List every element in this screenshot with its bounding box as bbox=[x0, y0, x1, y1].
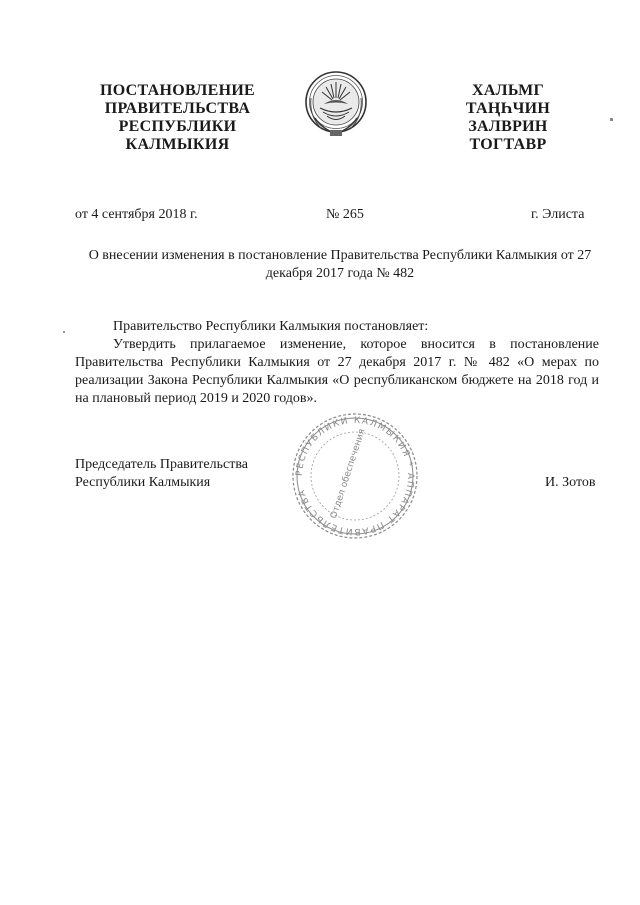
stamp-outer-text: РЕСПУБЛИКИ КАЛМЫКИЯ * АППАРАТ ПРАВИТЕЛЬСТВА bbox=[294, 415, 416, 537]
document-title: О внесении изменения в постановление Правительства Республики Калмыкия от 27 декабря 2017 года № 482 bbox=[88, 248, 592, 281]
header-right-line: ТОГТАВР bbox=[469, 136, 547, 153]
header-right-line: ЗАЛВРИН bbox=[468, 118, 548, 135]
signatory-position-line: Республики Калмыкия bbox=[75, 475, 211, 490]
header-title-kalmyk bbox=[448, 82, 568, 154]
header-right-line: ХАЛЬМГ bbox=[471, 82, 545, 99]
document-date: от 4 сентября 2018 г. bbox=[75, 207, 198, 222]
document-body bbox=[75, 318, 599, 408]
signatory-name: И. Зотов bbox=[545, 475, 596, 490]
header-left-line: ПРАВИТЕЛЬСТВА bbox=[104, 100, 251, 117]
header-left-line: КАЛМЫКИЯ bbox=[125, 136, 230, 153]
header-title-russian bbox=[95, 82, 260, 154]
stamp-inner-text: Отдел обеспечения bbox=[329, 427, 368, 520]
svg-text:РЕСПУБЛИКИ КАЛМЫКИЯ * АППАРАТ bbox=[295, 416, 415, 536]
signatory-position bbox=[75, 456, 248, 492]
scan-mark bbox=[610, 118, 613, 121]
header-left-line: ПОСТАНОВЛЕНИЕ bbox=[99, 82, 256, 99]
document-city: г. Элиста bbox=[531, 207, 585, 222]
body-paragraph: Правительство Республики Калмыкия постановляет: bbox=[113, 319, 429, 334]
official-round-stamp-icon bbox=[290, 411, 420, 541]
kalmykia-coat-of-arms-icon bbox=[303, 68, 369, 140]
header-right-line: ТАҢҺЧИН bbox=[465, 100, 551, 117]
document-number: № 265 bbox=[326, 207, 364, 222]
signatory-position-line: Председатель Правительства bbox=[75, 457, 248, 472]
header-left-line: РЕСПУБЛИКИ bbox=[118, 118, 237, 135]
body-paragraph: Утвердить прилагаемое изменение, которое вносится в постановление Правительства Республики Калмыкия от 27 декабря 2017 г. № 482 «О мерах по реализации Закона Республики Калмыкия «О республиканском бюджете на 2018 год и на плановый период 2019 и 2020 годов». bbox=[75, 337, 599, 406]
scan-mark bbox=[63, 331, 65, 333]
